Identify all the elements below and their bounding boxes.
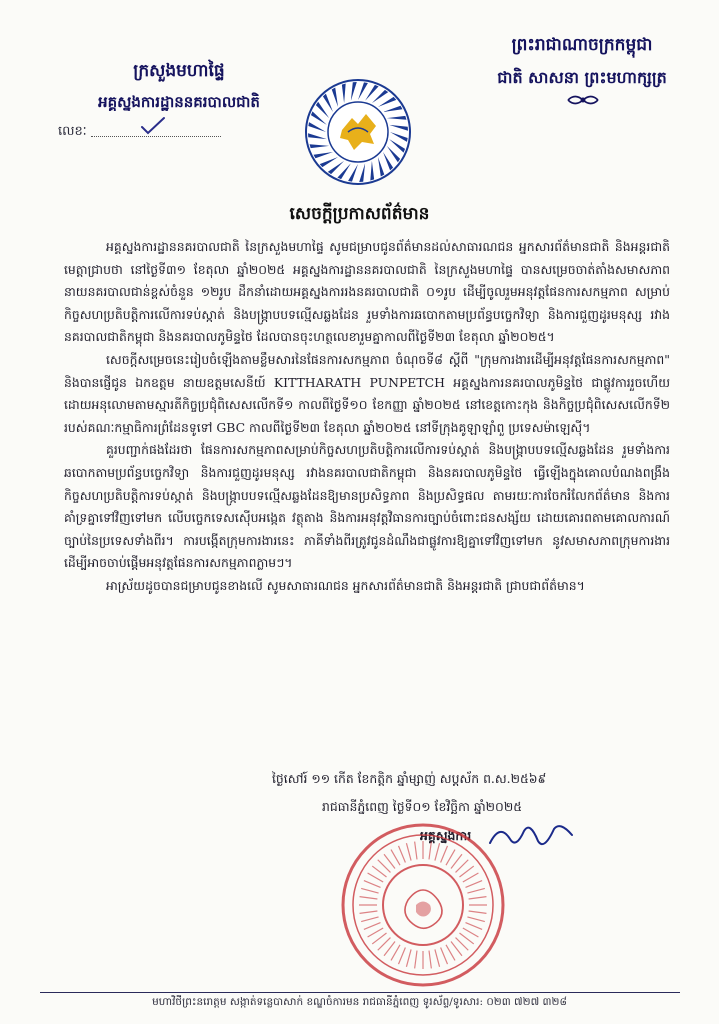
signer-title: អគ្គស្នងការ [420,828,472,843]
paragraph-1: អគ្គស្នងការដ្ឋាននគរបាលជាតិ នៃក្រសួងមហាផ្ទៃ សូមជម្រាបជូនព័ត៌មានដល់សាធារណជន អ្នកសារព័ត៌មានជាតិ និងអន្តរជាតិមេត្តាជ្រាបថា នៅថ្ងៃទី៣១ ខែតុលា ឆ្នាំ២០២៥ អគ្គស្នងការដ្ឋាននគរបាលជាតិ នៃក្រសួងមហាផ្ទៃ បានសម្រេចចាត់តាំងសមាសភាពនាយនគរបាលជាន់ខ្ពស់ចំនួន ១២រូប ដឹកនាំដោយអគ្គស្នងការរងនគរបាលជាតិ ០១រូប ដើម្បីចូលរួមអនុវត្តផែនការសកម្មភាព សម្រាប់កិច្ចសហប្រតិបត្តិការលើការទប់ស្កាត់ និងបង្ក្រាបបទល្មើសឆ្លងដែន រួមទាំងការឆបោកតាមប្រព័ន្ធបច្ចេកវិទ្យា និងការជួញដូរមនុស្ស រវាងនគរបាលជាតិកម្ពុជា និងនគរបាលភូមិន្ទថៃ ដែលបានចុះហត្ថលេខារួមគ្នាកាលពីថ្ងៃទី២៣ ខែតុលា ឆ្នាំ២០២៥។ [64,239,670,345]
official-seal-icon [338,820,508,990]
signature-icon [486,817,576,853]
kingdom-name: ព្រះរាជាណាចក្រកម្ពុជា [511,35,653,55]
national-police-emblem-icon [304,78,412,186]
department-name: អគ្គស្នងការដ្ឋាននគរបាលជាតិ [98,93,260,111]
paragraph-3: គួរបញ្ជាក់ផងដែរថា ផែនការសកម្មភាពសម្រាប់កិច្ចសហប្រតិបត្តិការលើការទប់ស្កាត់ និងបង្ក្រាបបទល្មើសឆ្លងដែន រួមទាំងការឆបោកតាមប្រព័ន្ធបច្ចេកវិទ្យា និងការជួញដូរមនុស្ស រវាងនគរបាលជាតិកម្ពុជា និងនគរបាលភូមិន្ទថៃ ធ្វើឡើងក្នុងគោលបំណងពង្រឹងកិច្ចសហប្រតិបត្តិការទប់ស្កាត់ និងបង្ក្រាបបទល្មើសឆ្លងដែនឱ្យមានប្រសិទ្ធភាព និងប្រសិទ្ធផល តាមរយៈការចែករំលែកព័ត៌មាន និងការគាំទ្រគ្នាទៅវិញទៅមក លើបច្ចេកទេសស៊ើបអង្កេត វត្ថុតាង និងការអនុវត្តវិធានការច្បាប់ចំពោះជនសង្ស័យ ដោយគោរពតាមគោលការណ៍ច្បាប់នៃប្រទេសទាំងពីរ។ ការបង្កើតក្រុមការងារនេះ ភាគីទាំងពីរត្រូវជូនដំណឹងជាផ្លូវការឱ្យគ្នាទៅវិញទៅមក នូវសមាសភាពក្រុមការងារ ដើម្បីអាចចាប់ផ្ដើមអនុវត្តផែនការសកម្មភាពភ្លាមៗ។ [64,442,670,571]
checkmark-icon [140,116,166,136]
document-body [64,236,670,598]
paragraph-2: សេចក្ដីសម្រេចនេះរៀបចំឡើងតាមខ្លឹមសារនៃផែនការសកម្មភាព ចំណុចទី៨ ស្ដីពី "ក្រុមការងារដើម្បីអនុវត្តផែនការសកម្មភាព" និងបានផ្ញើជូន ឯកឧត្តម នាយឧត្តមសេនីយ៍ KITTHARATH PUNPETCH អគ្គស្នងការនគរបាលភូមិន្ទថៃ ជាផ្លូវការរួចហើយ ដោយអនុលោមតាមស្មារតីកិច្ចប្រជុំពិសេសលើកទី១ កាលពីថ្ងៃទី១០ ខែកញ្ញា ឆ្នាំ២០២៥ នៅខេត្តកោះកុង និងកិច្ចប្រជុំពិសេសលើកទី២ របស់គណៈកម្មាធិការព្រំដែនទូទៅ GBC កាលពីថ្ងៃទី២៣ ខែតុលា ឆ្នាំ២០២៥ នៅទីក្រុងគូឡាឡាំពួ ប្រទេសម៉ាឡេស៊ី។ [64,351,670,435]
national-motto: ជាតិ សាសនា ព្រះមហាក្សត្រ [497,68,667,87]
header-right [462,34,702,91]
royal-ornament-icon [566,92,600,108]
lunar-date: ថ្ងៃសៅរ៍ ១១ កើត ខែកត្ដិក ឆ្នាំម្សាញ់ សប្តស័ក ព.ស.២៥៦៩ [272,771,547,786]
paragraph-4: អាស្រ័យដូចបានជម្រាបជូនខាងលើ សូមសាធារណជន អ្នកសារព័ត៌មានជាតិ និងអន្តរជាតិ ជ្រាបជាព័ត៌មាន។ [106,577,585,593]
page-title: សេចក្ដីប្រកាសព័ត៌មាន [289,204,430,224]
ministry-name: ក្រសួងមហាផ្ទៃ [133,61,225,81]
number-label: លេខៈ [58,124,87,139]
footer-address: មហាវិថីព្រះនរោត្តម សង្កាត់ទន្លេបាសាក់ ខណ្ឌចំការមន រាជធានីភ្នំពេញ ទូរស័ព្ទ/ទូរសារ: ០២៣ ៧២៧ ៣២៨ [152,996,567,1008]
header-left [44,60,314,115]
footer-divider [40,992,680,993]
solar-date: រាជធានីភ្នំពេញ ថ្ងៃទី០១ ខែវិច្ឆិកា ឆ្នាំ២០២៥ [322,799,522,814]
